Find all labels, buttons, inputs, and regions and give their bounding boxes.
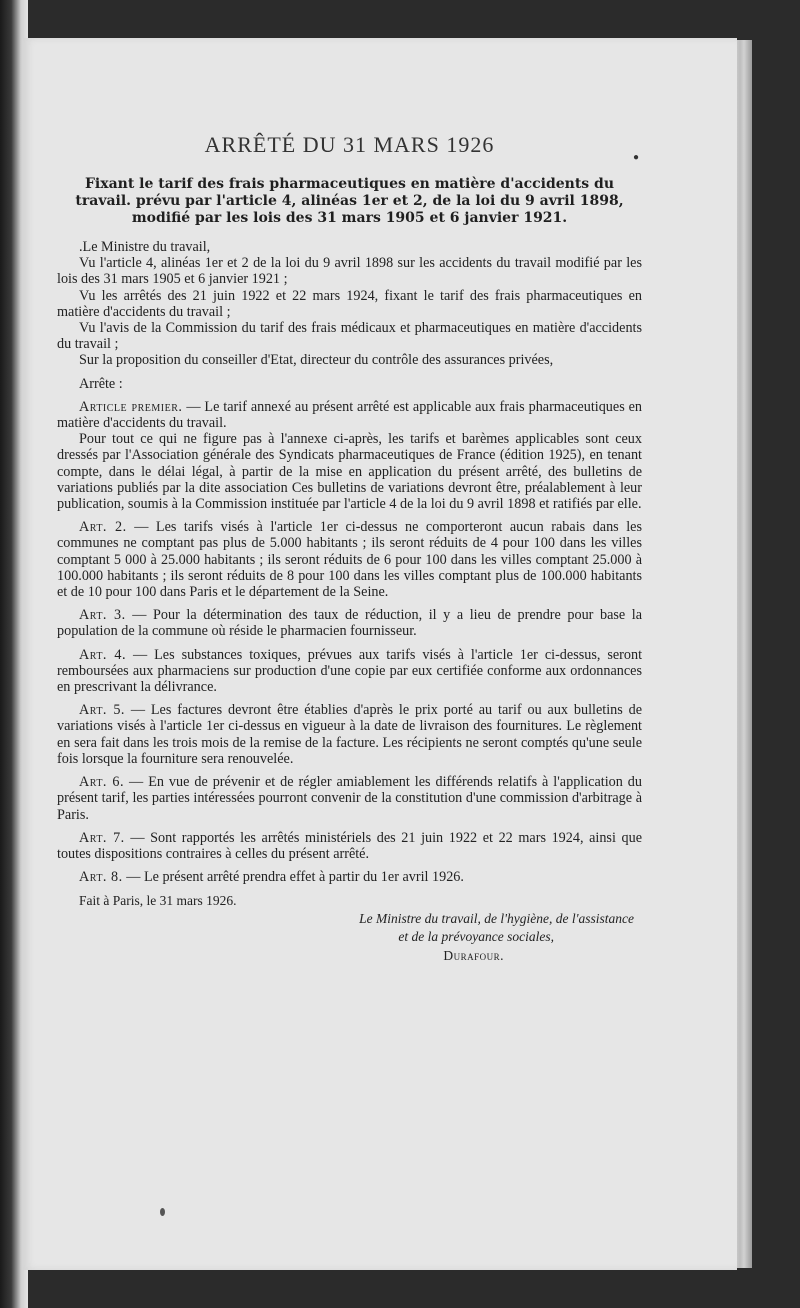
signature-title-line2: et de la prévoyance sociales,	[398, 929, 554, 945]
article-text: — Sont rapportés les arrêtés ministériels des 21 juin 1922 et 22 mars 1924, ainsi que toutes dispositions contraires à celles du présent arrêté.	[57, 829, 642, 862]
article-label: Art. 6.	[79, 774, 125, 791]
document-content	[57, 132, 642, 964]
preamble-vu-3: Vu l'avis de la Commission du tarif des frais médicaux et pharmaceutiques en matière d'accidents du travail ;	[57, 320, 642, 353]
article-label: Art. 5.	[79, 702, 125, 719]
arrete-heading: Arrête :	[79, 375, 123, 392]
article-text: — En vue de prévenir et de régler amiablement les différends relatifs à l'application du présent tarif, les parties intéressées pourront convenir de la constitution d'une commission d'arbitrage à Paris.	[57, 774, 642, 823]
article-text: — Les tarifs visés à l'article 1er ci-dessus ne comporteront aucun rabais dans les communes ne comptant pas plus de 5.000 habitants ; ils seront réduits de 4 pour 100 dans les villes comptant 5 000 à 25.000 habitants ; ils seront réduits de 6 pour 100 dans les villes comptant 25.000 à 100.000 habitants ; ils seront réduits de 8 pour 100 dans les villes comptant plus de 100.000 habitants et de 10 pour 100 dans Paris et le département de la Seine.	[57, 519, 642, 601]
article-1-extra: Pour tout ce qui ne figure pas à l'annexe ci-après, les tarifs et barèmes applicables sont ceux dressés par l'Association générale des Syndicats pharmaceutiques de France (édition 1925), en tenant compte, dans le délai légal, à partir de la mise en application du présent arrêté, des bulletins de variations publiés par la dite association Ces bulletins de variations devront être, préalablement à leur publication, soumis à la Commission instituée par l'article 4 de la loi du 9 avril 1898 et ratifiés par elle.	[57, 431, 642, 513]
article-text: — Le présent arrêté prendra effet à partir du 1er avril 1926.	[126, 869, 464, 886]
article-8	[57, 869, 642, 885]
signature-title-line1: Le Ministre du travail, de l'hygiène, de l'assistance	[359, 911, 634, 927]
preamble-vu-2: Vu les arrêtés des 21 juin 1922 et 22 mars 1924, fixant le tarif des frais pharmaceutiques en matière d'accidents du travail ;	[57, 287, 642, 320]
document-title	[57, 132, 642, 163]
article-label: Art. 3.	[79, 607, 126, 624]
preamble-minister: .Le Ministre du travail,	[79, 239, 211, 255]
article-7	[57, 830, 642, 862]
article-4	[57, 647, 642, 696]
article-6	[57, 774, 642, 823]
article-text: — Le tarif annexé au présent arrêté est applicable aux frais pharmaceutiques en matière d'accidents du travail.	[57, 398, 643, 432]
place-date: Fait à Paris, le 31 mars 1926.	[79, 893, 237, 909]
article-label: Art. 2.	[79, 519, 127, 536]
article-3	[57, 607, 642, 639]
preamble-vu-1: Vu l'article 4, alinéas 1er et 2 de la loi du 9 avril 1898 sur les accidents du travail modifié par les lois des 31 mars 1905 et 6 janvier 1921 ;	[57, 255, 642, 288]
article-5	[57, 702, 642, 767]
preamble-proposition: Sur la proposition du conseiller d'Etat, directeur du contrôle des assurances privées,	[79, 352, 554, 369]
article-1	[57, 399, 642, 431]
article-label: Art. 7.	[79, 829, 125, 846]
ink-mark-icon: ●	[632, 152, 640, 163]
signer-name: Durafour.	[443, 948, 504, 964]
title-text: ARRÊTÉ DU 31 MARS 1926	[204, 132, 495, 157]
document-subtitle: Fixant le tarif des frais pharmaceutiques en matière d'accidents du travail. prévu par l'article 4, alinéas 1er et 2, de la loi du 9 avril 1898, modifié par les lois des 31 mars 1905 et 6 janvier 1921.	[75, 176, 624, 226]
paper-speck	[160, 1208, 165, 1216]
article-label: Art. 4.	[79, 646, 127, 663]
article-text: — Pour la détermination des taux de réduction, il y a lieu de prendre pour base la population de la commune où réside le pharmacien fournisseur.	[57, 607, 642, 640]
article-label: Art. 8.	[79, 869, 123, 886]
article-label: Article premier.	[79, 398, 183, 415]
article-2	[57, 519, 642, 600]
article-text: — Les substances toxiques, prévues aux tarifs visés à l'article 1er ci-dessus, seront remboursées aux pharmaciens sur production d'une copie par eux certifiée conforme aux ordonnances en prescrivant la délivrance.	[57, 646, 643, 696]
article-text: — Les factures devront être établies d'après le prix porté au tarif ou aux bulletins de variations visés à l'article 1er ci-dessus en vigueur à la date de livraison des fournitures. Le règlement en sera fait dans les trois mois de la remise de la facture. Les récipients ne seront comptés qu'une seule fois lorsque la fourniture sera renouvelée.	[57, 702, 642, 767]
